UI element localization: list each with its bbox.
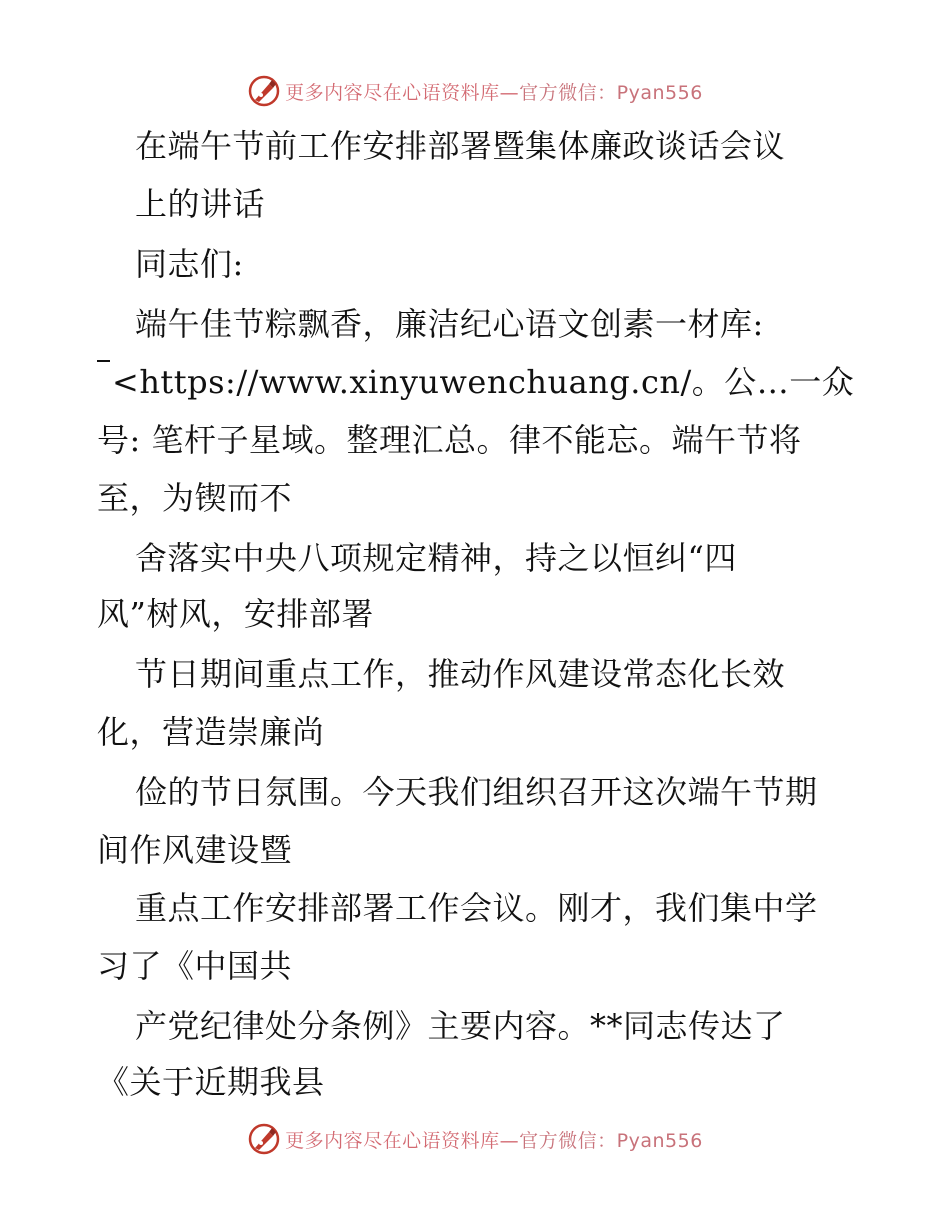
title-line-1: 在端午节前工作安排部署暨集体廉政谈话会议 bbox=[135, 127, 786, 165]
watermark-banner-bottom bbox=[0, 1121, 950, 1157]
paragraph-line: 间作风建设暨 bbox=[97, 831, 293, 869]
paragraph-line: 化，营造崇廉尚 bbox=[97, 713, 325, 751]
watermark-site-text: 更多内容尽在心语资料库— bbox=[285, 81, 520, 104]
salutation: 同志们: bbox=[135, 245, 244, 283]
paragraph-line: 端午佳节粽飘香，廉洁纪心语文创素一材库: bbox=[135, 305, 764, 343]
paragraph-line: 号: 笔杆子星域。整理汇总。律不能忘。端午节将 bbox=[97, 421, 802, 459]
pen-logo-icon bbox=[247, 1122, 281, 1156]
paragraph-line: 《关于近期我县 bbox=[97, 1063, 325, 1101]
watermark-wechat-text: 官方微信：Pyan556 bbox=[519, 1129, 703, 1152]
paragraph-line: 至，为锲而不 bbox=[97, 479, 293, 517]
paragraph-line: 俭的节日氛围。今天我们组织召开这次端午节期 bbox=[135, 773, 818, 811]
watermark-wechat-text: 官方微信：Pyan556 bbox=[519, 81, 703, 104]
paragraph-line: 风”树风，安排部署 bbox=[97, 595, 374, 633]
text-cursor-mark bbox=[97, 360, 110, 362]
pen-logo-icon bbox=[247, 74, 281, 108]
paragraph-line: <https://www.xinyuwenchuang.cn/。公…一众 bbox=[112, 363, 855, 401]
title-line-2: 上的讲话 bbox=[135, 185, 266, 223]
paragraph-line: 节日期间重点工作，推动作风建设常态化长效 bbox=[135, 655, 786, 693]
paragraph-line: 舍落实中央八项规定精神，持之以恒纠“四 bbox=[135, 539, 737, 577]
watermark-banner-top bbox=[0, 73, 950, 109]
paragraph-line: 重点工作安排部署工作会议。刚才，我们集中学 bbox=[135, 889, 818, 927]
watermark-site-text: 更多内容尽在心语资料库— bbox=[285, 1129, 520, 1152]
paragraph-line: 产党纪律处分条例》主要内容。**同志传达了 bbox=[135, 1007, 786, 1045]
paragraph-line: 习了《中国共 bbox=[97, 947, 293, 985]
